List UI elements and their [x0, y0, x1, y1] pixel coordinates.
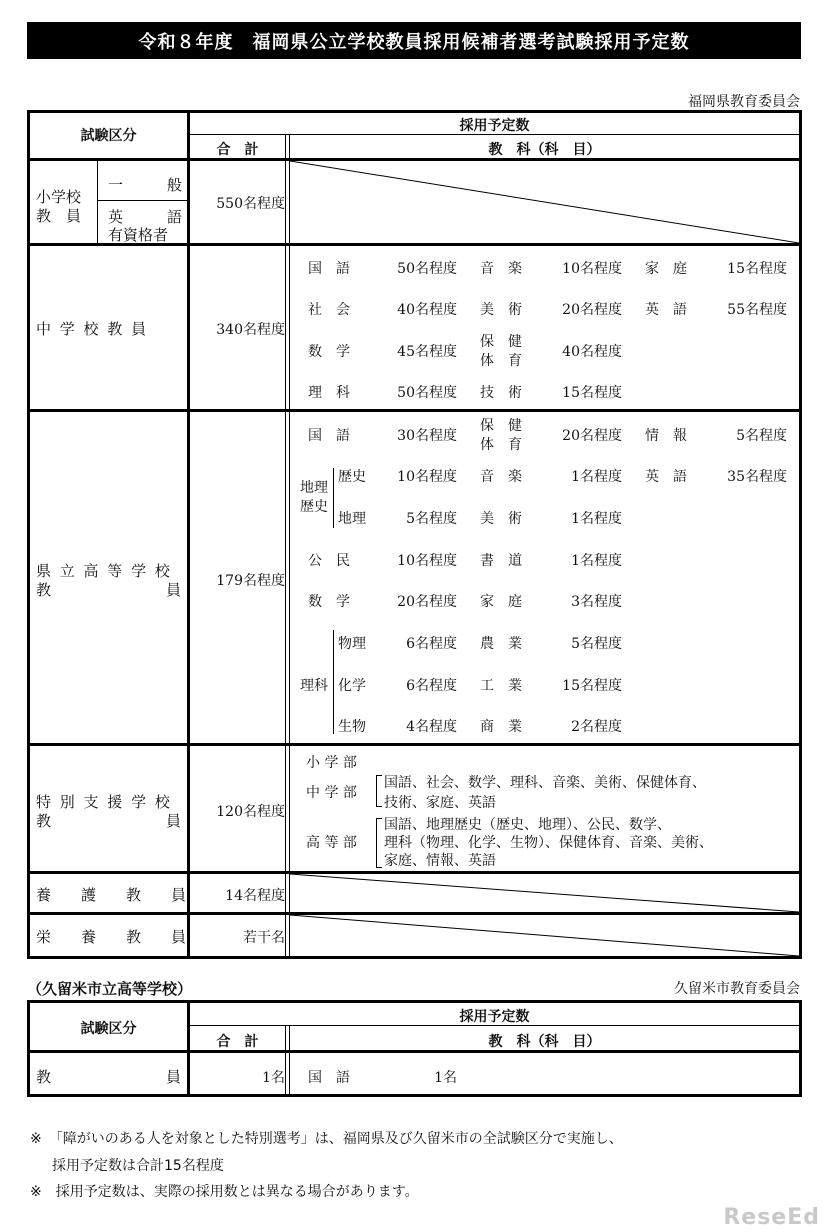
subject-count: 15名程度 [562, 678, 622, 694]
subject-count: 40名程度 [397, 302, 457, 318]
special-high: 高 等 部 [306, 835, 357, 851]
subject-count: 5名程度 [571, 636, 622, 652]
group-label: 歴史 [300, 499, 328, 515]
nurse-total: 14名程度 [225, 888, 285, 904]
subject-count: 5名程度 [406, 511, 457, 527]
subject-count: 45名程度 [397, 344, 457, 360]
subject-name: 物理 [338, 636, 366, 652]
subject-count: 1名程度 [571, 511, 622, 527]
diagonal-empty-cell [290, 161, 799, 243]
high-label-1: 県 立 高 等 学 校 [36, 562, 172, 580]
subject-count: 5名程度 [736, 428, 787, 444]
subject-name: 商 業 [480, 719, 522, 735]
nurse-label: 養 護 教 員 [36, 886, 187, 904]
subject-count: 1名程度 [571, 553, 622, 569]
kurume-subject: 国 語 [308, 1070, 350, 1086]
subject-name: 数 学 [308, 344, 350, 360]
diagonal-empty-cell [290, 915, 799, 956]
subject-count: 10名程度 [397, 469, 457, 485]
kurume-count: 1名 [434, 1070, 457, 1086]
nutrition-total: 若干名 [243, 930, 285, 946]
subject-name: 生物 [338, 719, 366, 735]
subject-name: 家 庭 [480, 594, 522, 610]
subject-name: 保 健 [480, 418, 522, 434]
header-total: 合 計 [216, 142, 259, 158]
special-high-subjects-1: 国語、地理歴史（歴史、地理）、公民、数学、 [384, 817, 671, 833]
subject-count: 6名程度 [406, 636, 457, 652]
board-name: 福岡県教育委員会 [688, 94, 800, 110]
subject-name: 美 術 [480, 302, 522, 318]
kurume-total: 1名 [262, 1070, 285, 1086]
header-category: 試験区分 [80, 128, 137, 144]
junior-label: 中 学 校 教 員 [36, 320, 149, 338]
subject-count: 40名程度 [562, 344, 622, 360]
subject-name: 情 報 [645, 428, 687, 444]
high-label-3: 員 [166, 581, 182, 599]
subject-name: 保 健 [480, 334, 522, 350]
special-middle-subjects-2: 技術、家庭、英語 [384, 795, 496, 811]
elementary-label-1: 小学校 [36, 188, 82, 206]
kurume-label-right: 員 [166, 1068, 182, 1086]
subject-count: 3名程度 [571, 594, 622, 610]
page-title: 令和８年度 福岡県公立学校教員採用候補者選考試験採用予定数 [27, 22, 801, 59]
kurume-label-left: 教 [36, 1068, 52, 1086]
subject-count: 6名程度 [406, 678, 457, 694]
header-planned: 採用予定数 [459, 118, 530, 134]
subject-name: 国 語 [308, 428, 350, 444]
high-label-2: 教 [36, 581, 52, 599]
subject-count: 4名程度 [406, 719, 457, 735]
subject-name: 地理 [338, 511, 366, 527]
elementary-english-2: 有資格者 [108, 226, 169, 244]
note-1b: 採用予定数は合計15名程度 [52, 1158, 224, 1174]
nutrition-label: 栄 養 教 員 [36, 928, 187, 946]
bracket [376, 818, 382, 868]
special-total: 120名程度 [216, 804, 285, 820]
subject-name: 英 語 [645, 469, 687, 485]
special-middle: 中 学 部 [306, 785, 357, 801]
subject-name: 社 会 [308, 302, 350, 318]
subject-count: 20名程度 [562, 302, 622, 318]
diagonal-empty-cell [290, 874, 799, 912]
special-high-subjects-3: 家庭、情報、英語 [384, 853, 496, 869]
subject-name: 体 育 [480, 353, 522, 369]
subject-name: 美 術 [480, 511, 522, 527]
special-label-2: 教 [36, 812, 52, 830]
subject-count: 15名程度 [727, 261, 787, 277]
elementary-general: 一 般 [108, 176, 182, 194]
subject-count: 20名程度 [397, 594, 457, 610]
subject-name: 書 道 [480, 553, 522, 569]
kurume-heading: （久留米市立高等学校） [27, 980, 193, 998]
subject-count: 50名程度 [397, 385, 457, 401]
kurume-header-planned: 採用予定数 [459, 1009, 530, 1025]
high-total: 179名程度 [216, 573, 285, 589]
subject-count: 10名程度 [562, 261, 622, 277]
group-label: 地理 [300, 480, 328, 496]
kurume-header-category: 試験区分 [80, 1021, 137, 1037]
elementary-english-1: 英 語 [108, 208, 182, 226]
subject-name: 英 語 [645, 302, 687, 318]
junior-total: 340名程度 [216, 322, 285, 338]
subject-name: 体 育 [480, 437, 522, 453]
kurume-board: 久留米市教育委員会 [674, 981, 800, 997]
subject-count: 20名程度 [562, 428, 622, 444]
subject-count: 35名程度 [727, 469, 787, 485]
subject-count: 30名程度 [397, 428, 457, 444]
special-middle-subjects-1: 国語、社会、数学、理科、音楽、美術、保健体育、 [384, 775, 706, 791]
subject-count: 1名程度 [571, 469, 622, 485]
kurume-header-subject: 教 科（科 目） [488, 1034, 601, 1050]
watermark-logo: ReseEd [723, 1205, 820, 1230]
special-elementary: 小 学 部 [306, 755, 357, 771]
subject-name: 技 術 [480, 385, 522, 401]
bracket [376, 775, 382, 807]
group-label: 理科 [300, 678, 328, 694]
subject-name: 音 楽 [480, 261, 522, 277]
note-1a: ※ 「障がいのある人を対象とした特別選考」は、福岡県及び久留米市の全試験区分で実施し、 [30, 1131, 623, 1147]
header-subject: 教 科（科 目） [488, 142, 601, 158]
special-label-3: 員 [166, 812, 182, 830]
subject-name: 国 語 [308, 261, 350, 277]
subject-name: 工 業 [480, 678, 522, 694]
note-2: ※ 採用予定数は、実際の採用数とは異なる場合があります。 [30, 1184, 419, 1200]
subject-count: 2名程度 [571, 719, 622, 735]
subject-name: 音 楽 [480, 469, 522, 485]
kurume-header-total: 合 計 [216, 1034, 259, 1050]
elementary-total: 550名程度 [216, 196, 285, 212]
subject-count: 50名程度 [397, 261, 457, 277]
special-label-1: 特 別 支 援 学 校 [36, 793, 172, 811]
subject-name: 数 学 [308, 594, 350, 610]
subject-name: 家 庭 [645, 261, 687, 277]
subject-count: 55名程度 [727, 302, 787, 318]
elementary-label-2: 教 員 [36, 207, 82, 225]
subject-count: 10名程度 [397, 553, 457, 569]
subject-name: 理 科 [308, 385, 350, 401]
subject-count: 15名程度 [562, 385, 622, 401]
subject-name: 歴史 [338, 469, 366, 485]
subject-name: 農 業 [480, 636, 522, 652]
special-high-subjects-2: 理科（物理、化学、生物）、保健体育、音楽、美術、 [384, 835, 713, 851]
subject-name: 公 民 [308, 553, 350, 569]
subject-name: 化学 [338, 678, 366, 694]
